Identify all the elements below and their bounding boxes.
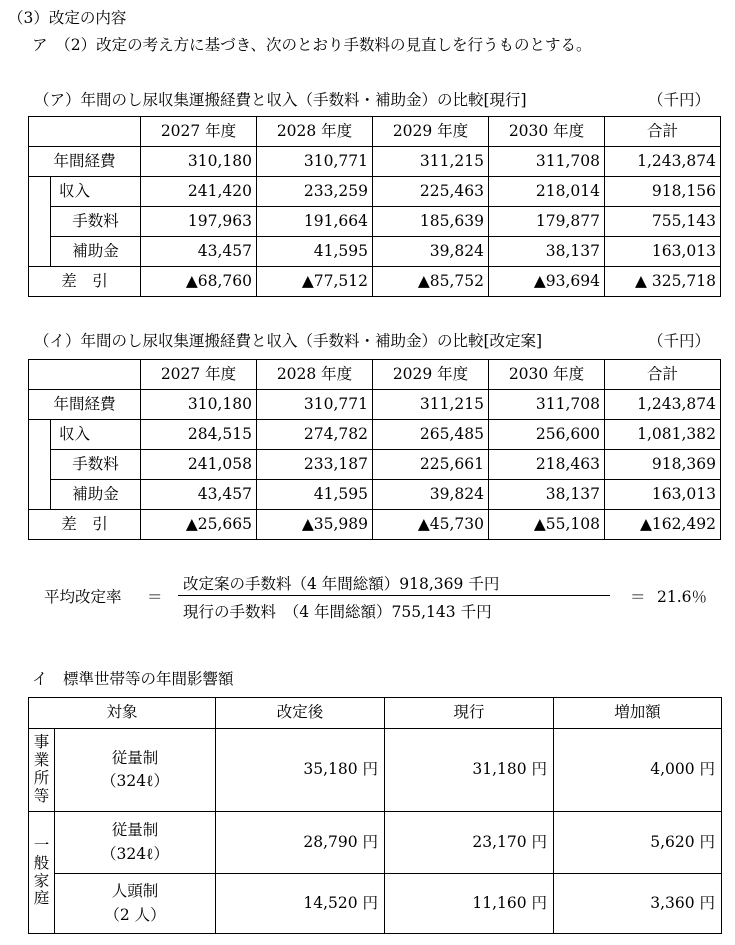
table-cell: 197,963 — [141, 207, 257, 237]
table-b — [28, 359, 721, 540]
table-cell: 311,708 — [489, 147, 605, 177]
table-cell: ▲85,752 — [373, 267, 489, 297]
indent-spacer — [29, 420, 51, 450]
table-cell: ▲77,512 — [257, 267, 373, 297]
subject-line1: 人頭制 — [111, 882, 159, 901]
rate-denominator: 現行の手数料 （4 年間総額）755,143 千円 — [183, 603, 492, 621]
group-label-char: 家 — [33, 871, 50, 890]
table-cell: 918,369 — [605, 450, 721, 480]
table-a — [28, 116, 721, 297]
table-row — [29, 480, 721, 510]
indent-spacer — [29, 480, 51, 510]
table-cell: ▲25,665 — [141, 510, 257, 540]
rate-equals-sign: ＝ — [147, 588, 163, 606]
table-cell: 265,485 — [373, 420, 489, 450]
table-cell: ▲35,989 — [257, 510, 373, 540]
table-cell: 39,824 — [373, 237, 489, 267]
table-cell: 310,180 — [141, 147, 257, 177]
column-header: 2027 年度 — [141, 117, 257, 147]
column-header: 2028 年度 — [257, 360, 373, 390]
table-cell: 191,664 — [257, 207, 373, 237]
table-cell: 1,081,382 — [605, 420, 721, 450]
column-header: 2028 年度 — [257, 117, 373, 147]
table-cell: 225,463 — [373, 177, 489, 207]
row-label: 補助金 — [51, 237, 141, 267]
table-cell: 310,771 — [257, 147, 373, 177]
table-cell: 1,243,874 — [605, 390, 721, 420]
group-label-char: 一 — [33, 835, 50, 854]
subject-line2: （324ℓ） — [101, 772, 170, 790]
group-label-char: 業 — [33, 751, 50, 770]
rate-label: 平均改定率 — [44, 588, 122, 606]
table-cell: 163,013 — [605, 237, 721, 267]
table-cell: 284,515 — [141, 420, 257, 450]
column-header: 2030 年度 — [489, 360, 605, 390]
table-cell: 28,790 円 — [216, 812, 385, 874]
table-row — [29, 390, 721, 420]
table-cell: 311,708 — [489, 390, 605, 420]
column-header: 現行 — [385, 698, 554, 729]
table-cell: 218,014 — [489, 177, 605, 207]
rate-result: 21.6％ — [657, 588, 708, 606]
column-header: 合計 — [605, 360, 721, 390]
group-label-char: 庭 — [33, 889, 50, 908]
row-label: 差 引 — [29, 267, 141, 297]
table-cell: 43,457 — [141, 237, 257, 267]
table-a-unit: （千円） — [648, 91, 711, 109]
table-cell: 256,600 — [489, 420, 605, 450]
table-cell: 14,520 円 — [216, 874, 385, 934]
table-cell: 311,215 — [373, 390, 489, 420]
table-cell: 310,180 — [141, 390, 257, 420]
table-cell: 179,877 — [489, 207, 605, 237]
subject-line2: （324ℓ） — [101, 844, 170, 863]
table-cell: 23,170 円 — [385, 812, 554, 874]
table-cell: 11,160 円 — [385, 874, 554, 934]
table-b-unit: （千円） — [648, 332, 711, 350]
rate-numerator: 改定案の手数料（4 年間総額）918,369 千円 — [183, 575, 500, 593]
table-header-row — [29, 117, 721, 147]
column-header: 対象 — [29, 698, 216, 729]
table-row — [29, 237, 721, 267]
table-cell: 31,180 円 — [385, 729, 554, 812]
subject-cell — [55, 729, 216, 812]
table-cell: 38,137 — [489, 480, 605, 510]
table-row — [29, 147, 721, 177]
row-label: 差 引 — [29, 510, 141, 540]
column-header: 増加額 — [554, 698, 722, 729]
subject-cell — [55, 874, 216, 934]
row-label: 年間経費 — [29, 390, 141, 420]
indent-spacer — [29, 207, 51, 237]
table-corner-cell — [29, 117, 141, 147]
table-row — [29, 420, 721, 450]
table-cell: 225,661 — [373, 450, 489, 480]
group-label-char: 般 — [33, 853, 50, 872]
table-corner-cell — [29, 360, 141, 390]
row-label: 手数料 — [51, 207, 141, 237]
table-b-caption: （イ）年間のし尿収集運搬経費と収入（手数料・補助金）の比較[改定案] — [34, 332, 543, 350]
table-cell: 233,259 — [257, 177, 373, 207]
table-cell: 39,824 — [373, 480, 489, 510]
table-cell: 163,013 — [605, 480, 721, 510]
table-cell: 274,782 — [257, 420, 373, 450]
table-cell: 918,156 — [605, 177, 721, 207]
table-cell: 41,595 — [257, 480, 373, 510]
table-cell: ▲93,694 — [489, 267, 605, 297]
subject-line2: （2 人） — [104, 905, 166, 924]
table-cell: 185,639 — [373, 207, 489, 237]
table-cell: ▲55,108 — [489, 510, 605, 540]
row-label: 収入 — [51, 177, 141, 207]
table-cell: 43,457 — [141, 480, 257, 510]
group-label-char: 等 — [33, 786, 50, 805]
row-label: 手数料 — [51, 450, 141, 480]
rate-equals-sign: ＝ — [630, 588, 646, 606]
table-cell: 5,620 円 — [554, 812, 722, 874]
group-label-char: 所 — [33, 769, 50, 787]
group-label-business — [29, 729, 55, 812]
table-cell: ▲ 325,718 — [605, 267, 721, 297]
table-row — [29, 177, 721, 207]
row-label: 補助金 — [51, 480, 141, 510]
section-heading: （3）改定の内容 — [8, 9, 127, 27]
table-row — [29, 812, 722, 874]
table-row — [29, 267, 721, 297]
table-a-caption: （ア）年間のし尿収集運搬経費と収入（手数料・補助金）の比較[現行] — [34, 91, 527, 109]
subject-line1: 従量制 — [111, 821, 159, 840]
table-row — [29, 207, 721, 237]
intro-text: ア （2）改定の考え方に基づき、次のとおり手数料の見直しを行うものとする。 — [32, 36, 592, 54]
impact-title: イ 標準世帯等の年間影響額 — [32, 670, 234, 688]
group-label-char: 事 — [33, 733, 50, 752]
table-cell: 310,771 — [257, 390, 373, 420]
column-header: 2027 年度 — [141, 360, 257, 390]
table-cell: ▲68,760 — [141, 267, 257, 297]
subject-cell — [55, 812, 216, 874]
table-row — [29, 729, 722, 812]
table-cell: 1,243,874 — [605, 147, 721, 177]
table-cell: 233,187 — [257, 450, 373, 480]
table-header-row — [29, 360, 721, 390]
group-label-household — [29, 812, 55, 934]
table-cell: ▲162,492 — [605, 510, 721, 540]
column-header: 2029 年度 — [373, 360, 489, 390]
table-cell: 3,360 円 — [554, 874, 722, 934]
table-cell: 241,058 — [141, 450, 257, 480]
indent-spacer — [29, 450, 51, 480]
table-row — [29, 874, 722, 934]
table-cell: ▲45,730 — [373, 510, 489, 540]
column-header: 2029 年度 — [373, 117, 489, 147]
column-header: 合計 — [605, 117, 721, 147]
table-cell: 41,595 — [257, 237, 373, 267]
indent-spacer — [29, 177, 51, 207]
table-row — [29, 510, 721, 540]
fraction-bar — [178, 595, 610, 596]
column-header: 2030 年度 — [489, 117, 605, 147]
subject-line1: 従量制 — [111, 748, 159, 767]
table-row — [29, 450, 721, 480]
indent-spacer — [29, 237, 51, 267]
row-label: 年間経費 — [29, 147, 141, 177]
column-header: 改定後 — [216, 698, 385, 729]
table-cell: 4,000 円 — [554, 729, 722, 812]
row-label: 収入 — [51, 420, 141, 450]
table-header-row — [29, 698, 722, 729]
table-cell: 218,463 — [489, 450, 605, 480]
impact-table — [28, 697, 722, 934]
table-cell: 311,215 — [373, 147, 489, 177]
table-cell: 755,143 — [605, 207, 721, 237]
table-cell: 35,180 円 — [216, 729, 385, 812]
table-cell: 38,137 — [489, 237, 605, 267]
table-cell: 241,420 — [141, 177, 257, 207]
